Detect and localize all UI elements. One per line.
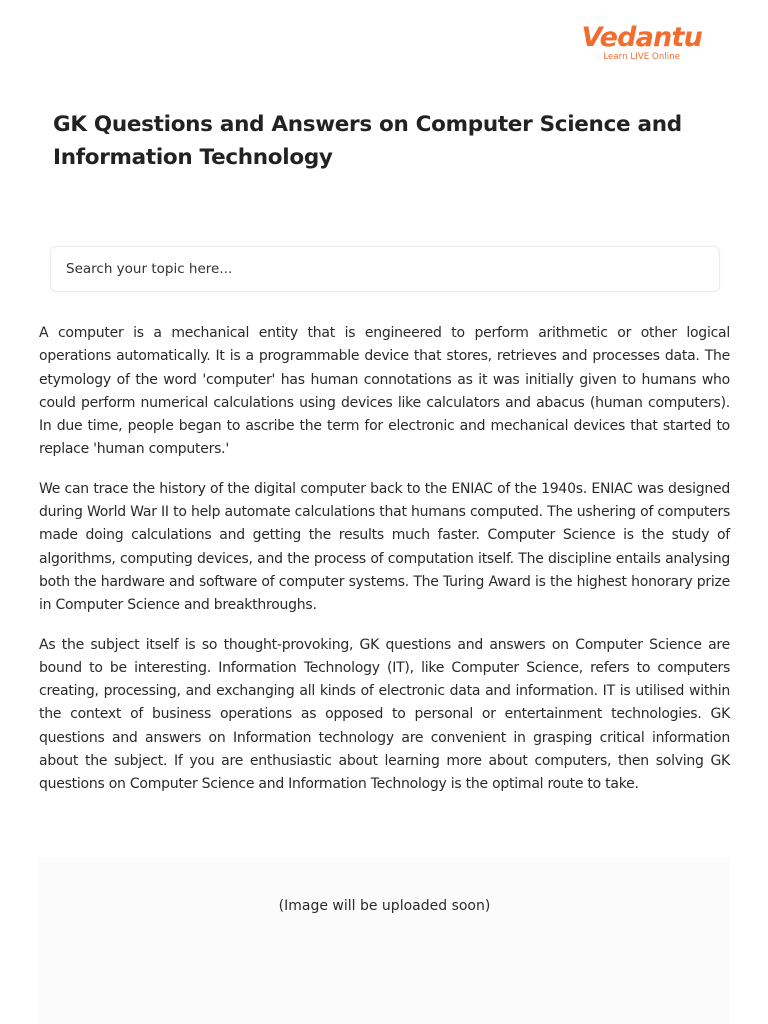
- image-placeholder: [39, 858, 730, 1024]
- paragraph-2: We can trace the history of the digital computer back to the ENIAC of the 1940s. ENIAC was designed during World War II to help automate calculations that humans computed. The ushering of computers made doing calculations and getting the results much faster. Computer Science is the study of algorithms, computing devices, and the process of computation itself. The discipline entails analysing both the hardware and software of computer systems. The Turing Award is the highest honorary prize in Computer Science and breakthroughs.: [39, 480, 730, 614]
- paragraph-3: As the subject itself is so thought-provoking, GK questions and answers on Computer Science are bound to be interesting. Information Technology (IT), like Computer Science, refers to computers creating, processing, and exchanging all kinds of electronic data and information. IT is utilised within the context of business operations as opposed to personal or entertainment technologies. GK questions and answers on Information technology are convenient in grasping critical information about the subject. If you are enthusiastic about learning more about computers, then solving GK questions on Computer Science and Information Technology is the optimal route to take.: [39, 636, 730, 793]
- image-caption: (Image will be uploaded soon): [278, 898, 491, 914]
- logo-wordmark: Vedantu: [581, 22, 702, 53]
- logo-tagline: Learn LIVE Online: [603, 52, 681, 62]
- paragraph-1: A computer is a mechanical entity that is engineered to perform arithmetic or other logical operations automatically. It is a programmable device that stores, retrieves and processes data. The etymology of the word 'computer' has human connotations as it was initially given to humans who could perform numerical calculations using devices like calculators and abacus (human computers). In due time, people began to ascribe the term for electronic and mechanical devices that started to replace 'human computers.': [39, 325, 730, 458]
- search-input[interactable]: [50, 246, 720, 292]
- article-body: [39, 322, 730, 813]
- vedantu-logo[interactable]: [581, 22, 702, 62]
- page-title: GK Questions and Answers on Computer Science and Information Technology: [53, 112, 682, 170]
